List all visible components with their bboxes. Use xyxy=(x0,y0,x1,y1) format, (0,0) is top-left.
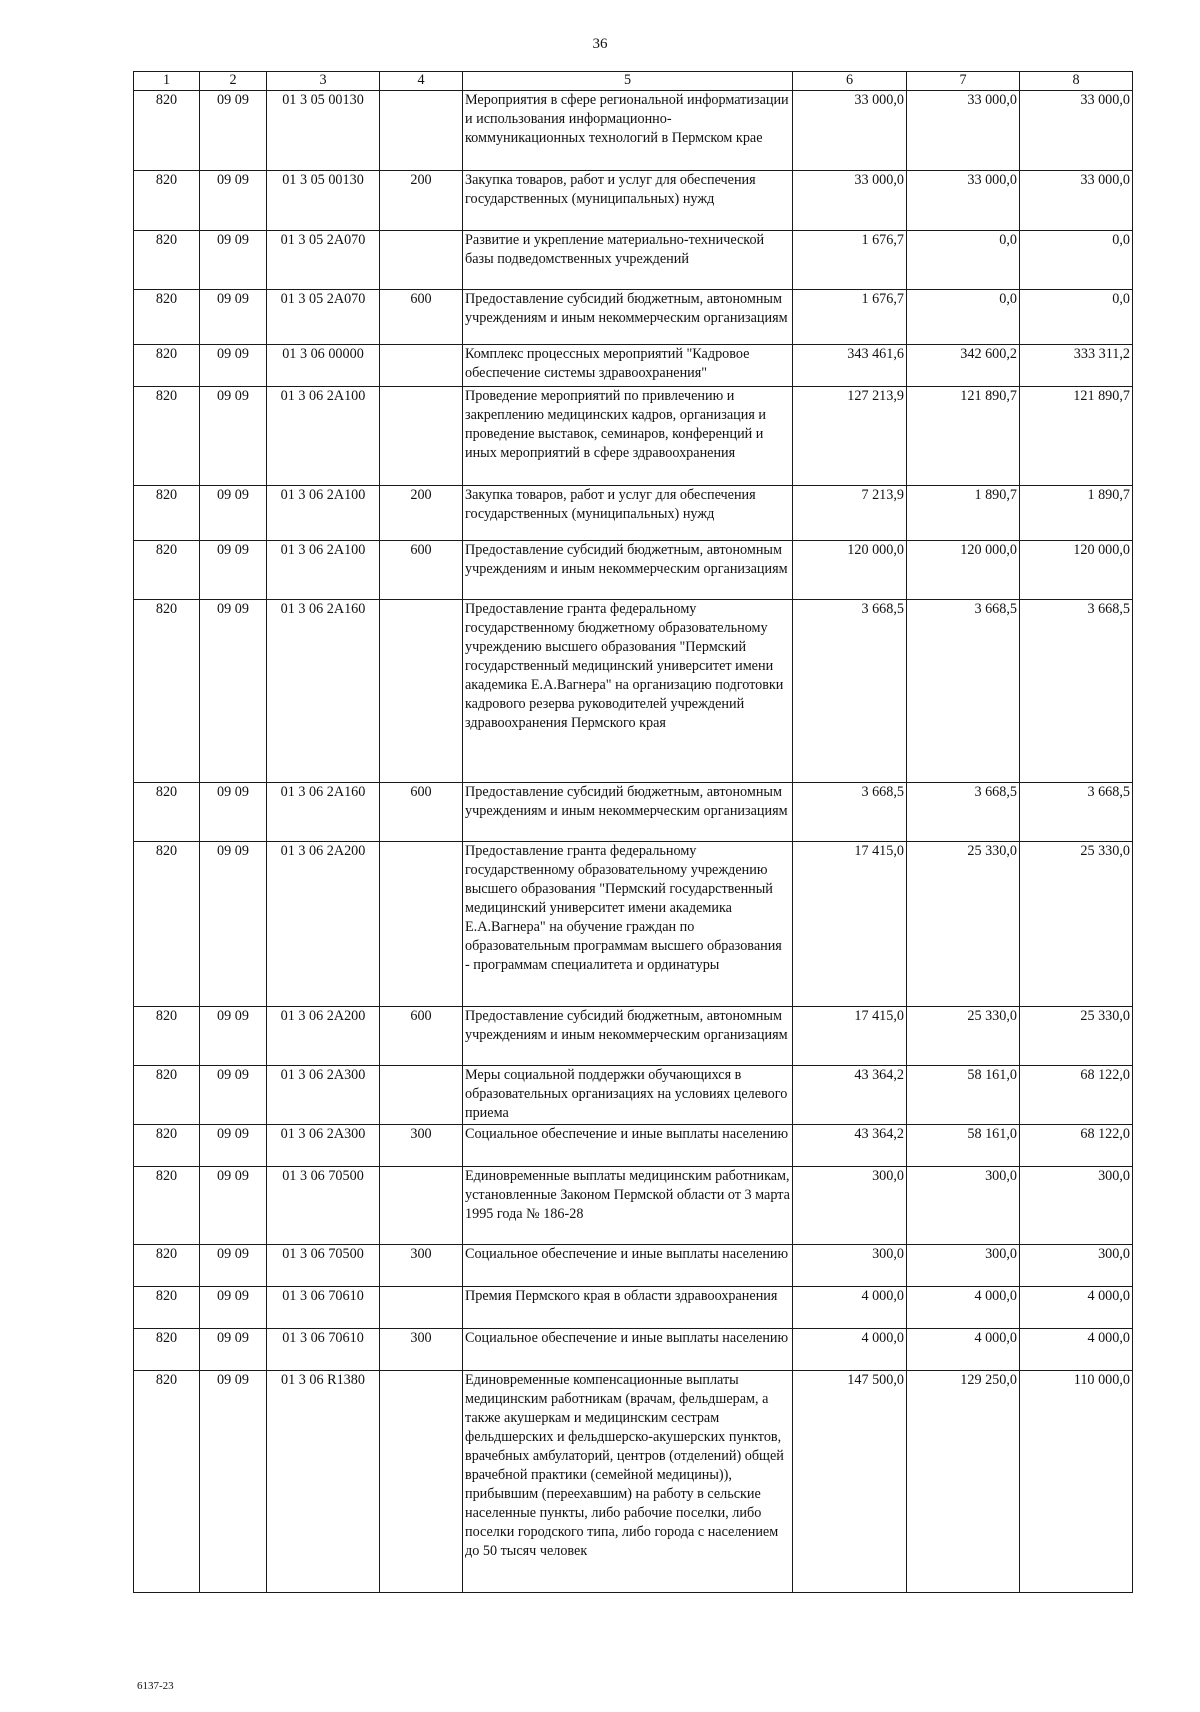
cell-target-article: 01 3 06 70500 xyxy=(267,1245,380,1287)
cell-admin-code: 820 xyxy=(134,1167,200,1245)
table-row xyxy=(134,171,1133,231)
cell-description: Проведение мероприятий по привлечению и закреплению медицинских кадров, организация и проведение выставок, семинаров, конференций и иных мероприятий в сфере здравоохранения xyxy=(463,387,793,486)
cell-amount-col7: 300,0 xyxy=(907,1245,1020,1287)
cell-amount-col7: 129 250,0 xyxy=(907,1371,1020,1593)
cell-admin-code: 820 xyxy=(134,600,200,783)
table-row xyxy=(134,1167,1133,1245)
column-header-6: 6 xyxy=(793,72,907,91)
cell-amount-col8: 68 122,0 xyxy=(1020,1125,1133,1167)
cell-description: Развитие и укрепление материально-технической базы подведомственных учреждений xyxy=(463,231,793,290)
cell-section: 09 09 xyxy=(200,842,267,1007)
cell-section: 09 09 xyxy=(200,783,267,842)
cell-expense-type: 300 xyxy=(380,1329,463,1371)
table-row xyxy=(134,842,1133,1007)
cell-target-article: 01 3 05 2А070 xyxy=(267,290,380,345)
cell-amount-col8: 110 000,0 xyxy=(1020,1371,1133,1593)
cell-expense-type: 300 xyxy=(380,1125,463,1167)
table-row xyxy=(134,600,1133,783)
cell-description: Комплекс процессных мероприятий "Кадровое обеспечение системы здравоохранения" xyxy=(463,345,793,387)
cell-amount-col7: 121 890,7 xyxy=(907,387,1020,486)
cell-admin-code: 820 xyxy=(134,1329,200,1371)
cell-section: 09 09 xyxy=(200,91,267,171)
cell-expense-type xyxy=(380,1287,463,1329)
cell-section: 09 09 xyxy=(200,1329,267,1371)
cell-description: Мероприятия в сфере региональной информатизации и использования информационно-коммуникационных технологий в Пермском крае xyxy=(463,91,793,171)
cell-description: Предоставление субсидий бюджетным, автономным учреждениям и иным некоммерческим организациям xyxy=(463,783,793,842)
cell-amount-col6: 120 000,0 xyxy=(793,541,907,600)
cell-amount-col8: 300,0 xyxy=(1020,1245,1133,1287)
cell-expense-type xyxy=(380,1066,463,1125)
cell-amount-col8: 25 330,0 xyxy=(1020,1007,1133,1066)
column-header-5: 5 xyxy=(463,72,793,91)
column-header-2: 2 xyxy=(200,72,267,91)
table-row xyxy=(134,91,1133,171)
cell-amount-col7: 4 000,0 xyxy=(907,1287,1020,1329)
cell-section: 09 09 xyxy=(200,231,267,290)
table-row xyxy=(134,1245,1133,1287)
cell-expense-type: 600 xyxy=(380,290,463,345)
column-header-3: 3 xyxy=(267,72,380,91)
document-code: 6137-23 xyxy=(137,1680,174,1692)
cell-admin-code: 820 xyxy=(134,1245,200,1287)
table-row xyxy=(134,231,1133,290)
cell-section: 09 09 xyxy=(200,1125,267,1167)
cell-target-article: 01 3 06 2А160 xyxy=(267,783,380,842)
cell-amount-col8: 25 330,0 xyxy=(1020,842,1133,1007)
cell-amount-col7: 3 668,5 xyxy=(907,600,1020,783)
cell-amount-col7: 58 161,0 xyxy=(907,1066,1020,1125)
table-row xyxy=(134,783,1133,842)
cell-amount-col7: 120 000,0 xyxy=(907,541,1020,600)
cell-amount-col8: 121 890,7 xyxy=(1020,387,1133,486)
cell-expense-type xyxy=(380,91,463,171)
cell-expense-type: 600 xyxy=(380,1007,463,1066)
cell-section: 09 09 xyxy=(200,1066,267,1125)
cell-expense-type: 200 xyxy=(380,486,463,541)
cell-expense-type xyxy=(380,600,463,783)
cell-target-article: 01 3 06 00000 xyxy=(267,345,380,387)
cell-section: 09 09 xyxy=(200,1167,267,1245)
cell-description: Социальное обеспечение и иные выплаты населению xyxy=(463,1245,793,1287)
column-header-7: 7 xyxy=(907,72,1020,91)
cell-description: Единовременные выплаты медицинским работникам, установленные Законом Пермской области от 3 марта 1995 года № 186-28 xyxy=(463,1167,793,1245)
cell-expense-type xyxy=(380,1371,463,1593)
cell-admin-code: 820 xyxy=(134,387,200,486)
cell-amount-col7: 58 161,0 xyxy=(907,1125,1020,1167)
cell-amount-col6: 300,0 xyxy=(793,1167,907,1245)
table-row xyxy=(134,387,1133,486)
table-row xyxy=(134,541,1133,600)
cell-amount-col6: 43 364,2 xyxy=(793,1066,907,1125)
cell-amount-col8: 1 890,7 xyxy=(1020,486,1133,541)
cell-admin-code: 820 xyxy=(134,541,200,600)
cell-amount-col6: 4 000,0 xyxy=(793,1329,907,1371)
cell-amount-col6: 343 461,6 xyxy=(793,345,907,387)
table-body xyxy=(134,91,1133,1593)
cell-amount-col8: 333 311,2 xyxy=(1020,345,1133,387)
cell-section: 09 09 xyxy=(200,1007,267,1066)
cell-expense-type xyxy=(380,387,463,486)
cell-admin-code: 820 xyxy=(134,91,200,171)
column-header-8: 8 xyxy=(1020,72,1133,91)
table-row xyxy=(134,1371,1133,1593)
cell-amount-col6: 17 415,0 xyxy=(793,1007,907,1066)
cell-expense-type xyxy=(380,842,463,1007)
cell-admin-code: 820 xyxy=(134,486,200,541)
cell-amount-col7: 33 000,0 xyxy=(907,91,1020,171)
cell-description: Предоставление гранта федеральному государственному бюджетному образовательному учреждению высшего образования "Пермский государственный медицинский университет имени академика Е.А.Вагнера" на организацию подготовки кадрового резерва руководителей учреждений здравоохранения Пермского края xyxy=(463,600,793,783)
cell-target-article: 01 3 06 2А100 xyxy=(267,541,380,600)
cell-amount-col6: 33 000,0 xyxy=(793,91,907,171)
cell-amount-col6: 33 000,0 xyxy=(793,171,907,231)
cell-amount-col8: 0,0 xyxy=(1020,290,1133,345)
cell-amount-col8: 3 668,5 xyxy=(1020,783,1133,842)
cell-amount-col7: 1 890,7 xyxy=(907,486,1020,541)
cell-section: 09 09 xyxy=(200,600,267,783)
cell-amount-col6: 1 676,7 xyxy=(793,290,907,345)
cell-section: 09 09 xyxy=(200,1245,267,1287)
cell-admin-code: 820 xyxy=(134,171,200,231)
table-row xyxy=(134,345,1133,387)
cell-target-article: 01 3 06 R1380 xyxy=(267,1371,380,1593)
cell-amount-col7: 33 000,0 xyxy=(907,171,1020,231)
cell-amount-col6: 7 213,9 xyxy=(793,486,907,541)
cell-section: 09 09 xyxy=(200,1287,267,1329)
cell-amount-col7: 300,0 xyxy=(907,1167,1020,1245)
cell-description: Закупка товаров, работ и услуг для обеспечения государственных (муниципальных) нужд xyxy=(463,171,793,231)
cell-target-article: 01 3 06 2А300 xyxy=(267,1066,380,1125)
table-row xyxy=(134,1066,1133,1125)
cell-amount-col6: 1 676,7 xyxy=(793,231,907,290)
cell-description: Предоставление гранта федеральному государственному образовательному учреждению высшего образования "Пермский государственный медицинский университет имени академика Е.А.Вагнера" на обучение граждан по образовательным программам высшего образования - программам специалитета и ординатуры xyxy=(463,842,793,1007)
cell-amount-col8: 33 000,0 xyxy=(1020,171,1133,231)
cell-amount-col8: 4 000,0 xyxy=(1020,1287,1133,1329)
cell-expense-type: 200 xyxy=(380,171,463,231)
cell-admin-code: 820 xyxy=(134,1287,200,1329)
cell-target-article: 01 3 05 00130 xyxy=(267,91,380,171)
page-number: 36 xyxy=(592,36,608,52)
cell-section: 09 09 xyxy=(200,541,267,600)
cell-section: 09 09 xyxy=(200,486,267,541)
cell-amount-col8: 33 000,0 xyxy=(1020,91,1133,171)
cell-target-article: 01 3 06 2А160 xyxy=(267,600,380,783)
cell-expense-type xyxy=(380,1167,463,1245)
table-row xyxy=(134,290,1133,345)
cell-target-article: 01 3 06 2А200 xyxy=(267,1007,380,1066)
cell-target-article: 01 3 06 70610 xyxy=(267,1329,380,1371)
cell-amount-col7: 25 330,0 xyxy=(907,842,1020,1007)
cell-amount-col7: 4 000,0 xyxy=(907,1329,1020,1371)
cell-expense-type: 600 xyxy=(380,541,463,600)
cell-admin-code: 820 xyxy=(134,1007,200,1066)
cell-section: 09 09 xyxy=(200,171,267,231)
cell-amount-col6: 17 415,0 xyxy=(793,842,907,1007)
cell-amount-col8: 300,0 xyxy=(1020,1167,1133,1245)
cell-amount-col6: 127 213,9 xyxy=(793,387,907,486)
cell-section: 09 09 xyxy=(200,1371,267,1593)
table-row xyxy=(134,486,1133,541)
cell-admin-code: 820 xyxy=(134,783,200,842)
cell-description: Социальное обеспечение и иные выплаты населению xyxy=(463,1125,793,1167)
cell-target-article: 01 3 06 70610 xyxy=(267,1287,380,1329)
table-header-row xyxy=(134,72,1133,91)
cell-amount-col8: 3 668,5 xyxy=(1020,600,1133,783)
table-row xyxy=(134,1007,1133,1066)
cell-amount-col8: 120 000,0 xyxy=(1020,541,1133,600)
cell-description: Единовременные компенсационные выплаты медицинским работникам (врачам, фельдшерам, а также акушеркам и медицинским сестрам фельдшерских и фельдшерско-акушерских пунктов, врачебных амбулаторий, центров (отделений) общей врачебной практики (семейной медицины)), прибывшим (переехавшим) на работу в сельские населенные пункты, либо рабочие поселки, либо поселки городского типа, либо города с населением до 50 тысяч человек xyxy=(463,1371,793,1593)
cell-target-article: 01 3 06 2А300 xyxy=(267,1125,380,1167)
cell-amount-col6: 147 500,0 xyxy=(793,1371,907,1593)
budget-table xyxy=(133,71,1133,1593)
cell-section: 09 09 xyxy=(200,345,267,387)
cell-description: Закупка товаров, работ и услуг для обеспечения государственных (муниципальных) нужд xyxy=(463,486,793,541)
cell-amount-col6: 4 000,0 xyxy=(793,1287,907,1329)
cell-admin-code: 820 xyxy=(134,842,200,1007)
cell-amount-col6: 300,0 xyxy=(793,1245,907,1287)
cell-admin-code: 820 xyxy=(134,345,200,387)
cell-description: Предоставление субсидий бюджетным, автономным учреждениям и иным некоммерческим организациям xyxy=(463,1007,793,1066)
cell-section: 09 09 xyxy=(200,387,267,486)
cell-description: Социальное обеспечение и иные выплаты населению xyxy=(463,1329,793,1371)
cell-description: Премия Пермского края в области здравоохранения xyxy=(463,1287,793,1329)
cell-amount-col7: 3 668,5 xyxy=(907,783,1020,842)
column-header-4: 4 xyxy=(380,72,463,91)
cell-amount-col8: 0,0 xyxy=(1020,231,1133,290)
cell-amount-col8: 4 000,0 xyxy=(1020,1329,1133,1371)
cell-amount-col7: 25 330,0 xyxy=(907,1007,1020,1066)
cell-expense-type xyxy=(380,345,463,387)
cell-admin-code: 820 xyxy=(134,1371,200,1593)
cell-admin-code: 820 xyxy=(134,290,200,345)
cell-description: Предоставление субсидий бюджетным, автономным учреждениям и иным некоммерческим организациям xyxy=(463,541,793,600)
cell-target-article: 01 3 06 2А200 xyxy=(267,842,380,1007)
cell-amount-col6: 43 364,2 xyxy=(793,1125,907,1167)
cell-expense-type: 600 xyxy=(380,783,463,842)
cell-amount-col6: 3 668,5 xyxy=(793,783,907,842)
cell-target-article: 01 3 06 70500 xyxy=(267,1167,380,1245)
table-row xyxy=(134,1125,1133,1167)
cell-expense-type xyxy=(380,231,463,290)
cell-description: Предоставление субсидий бюджетным, автономным учреждениям и иным некоммерческим организациям xyxy=(463,290,793,345)
cell-admin-code: 820 xyxy=(134,231,200,290)
cell-target-article: 01 3 06 2А100 xyxy=(267,387,380,486)
cell-target-article: 01 3 06 2А100 xyxy=(267,486,380,541)
cell-amount-col7: 0,0 xyxy=(907,290,1020,345)
cell-section: 09 09 xyxy=(200,290,267,345)
table-row xyxy=(134,1287,1133,1329)
cell-amount-col7: 342 600,2 xyxy=(907,345,1020,387)
cell-target-article: 01 3 05 00130 xyxy=(267,171,380,231)
cell-amount-col7: 0,0 xyxy=(907,231,1020,290)
cell-description: Меры социальной поддержки обучающихся в образовательных организациях на условиях целевого приема xyxy=(463,1066,793,1125)
cell-admin-code: 820 xyxy=(134,1066,200,1125)
cell-admin-code: 820 xyxy=(134,1125,200,1167)
cell-amount-col8: 68 122,0 xyxy=(1020,1066,1133,1125)
cell-expense-type: 300 xyxy=(380,1245,463,1287)
column-header-1: 1 xyxy=(134,72,200,91)
table-row xyxy=(134,1329,1133,1371)
cell-target-article: 01 3 05 2А070 xyxy=(267,231,380,290)
cell-amount-col6: 3 668,5 xyxy=(793,600,907,783)
